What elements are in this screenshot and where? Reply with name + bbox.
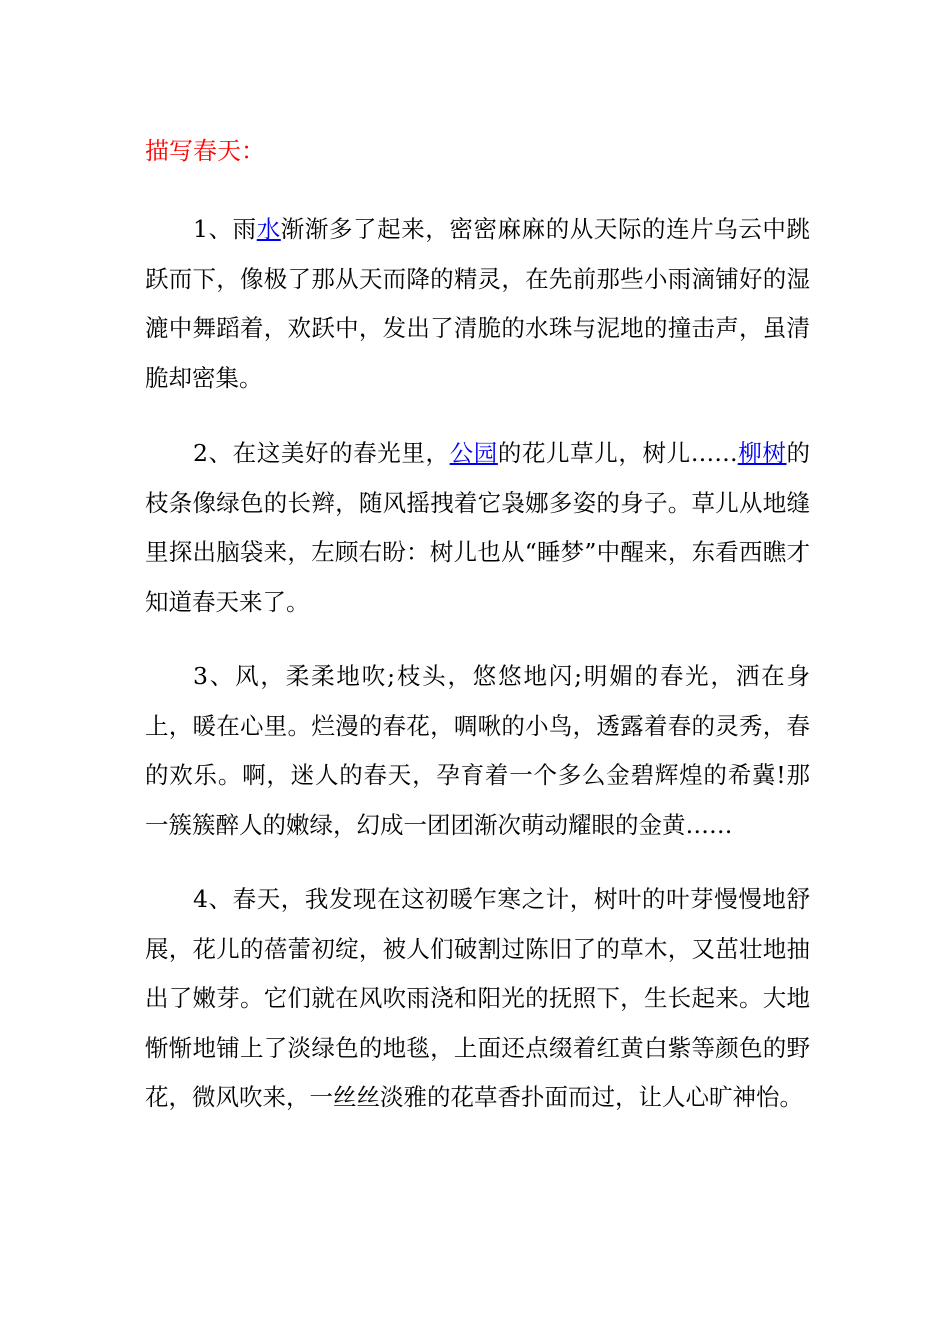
paragraph-3: 3、风，柔柔地吹;枝头，悠悠地闪;明媚的春光，洒在身上，暖在心里。烂漫的春花，啁啾的小鸟，透露着春的灵秀，春的欢乐。啊，迷人的春天，孕育着一个多么金碧辉煌的希冀!那一簇簇醉人的嫩绿，幻成一团团渐次萌动耀眼的金黄…… bbox=[145, 662, 810, 839]
paragraph-2-text: 的枝条像绿色的长辫，随风摇拽着它袅娜多姿的身子。草儿从地缝里探出脑袋来，左顾右盼：树儿也从“睡梦”中醒来，东看西瞧才知道春天来了。 bbox=[145, 439, 811, 616]
paragraph-1 bbox=[145, 205, 810, 403]
paragraph-2-prefix: 2、在这美好的春光里， bbox=[193, 439, 450, 467]
paragraph-2-middle: 的花儿草儿，树儿…… bbox=[497, 439, 738, 467]
document-page bbox=[145, 135, 810, 1149]
link-willow[interactable]: 柳树 bbox=[737, 439, 787, 467]
document-heading: 描写春天： bbox=[145, 137, 265, 165]
link-park[interactable]: 公园 bbox=[449, 439, 498, 467]
paragraph-1-prefix: 1、雨 bbox=[193, 215, 257, 243]
paragraph-1-text: 渐渐多了起来，密密麻麻的从天际的连片乌云中跳跃而下，像极了那从天而降的精灵，在先前那些小雨滴铺好的湿漉中舞蹈着，欢跃中，发出了清脆的水珠与泥地的撞击声，虽清脆却密集。 bbox=[145, 215, 811, 392]
paragraph-4: 4、春天，我发现在这初暖乍寒之计，树叶的叶芽慢慢地舒展，花儿的蓓蕾初绽，被人们破割过陈旧了的草木，又茁壮地抽出了嫩芽。它们就在风吹雨浇和阳光的抚照下，生长起来。大地惭惭地铺上了淡绿色的地毯，上面还点缀着红黄白紫等颜色的野花，微风吹来，一丝丝淡雅的花草香扑面而过，让人心旷神怡。 bbox=[145, 885, 810, 1111]
paragraph-2 bbox=[145, 429, 810, 627]
link-water[interactable]: 水 bbox=[256, 215, 281, 243]
